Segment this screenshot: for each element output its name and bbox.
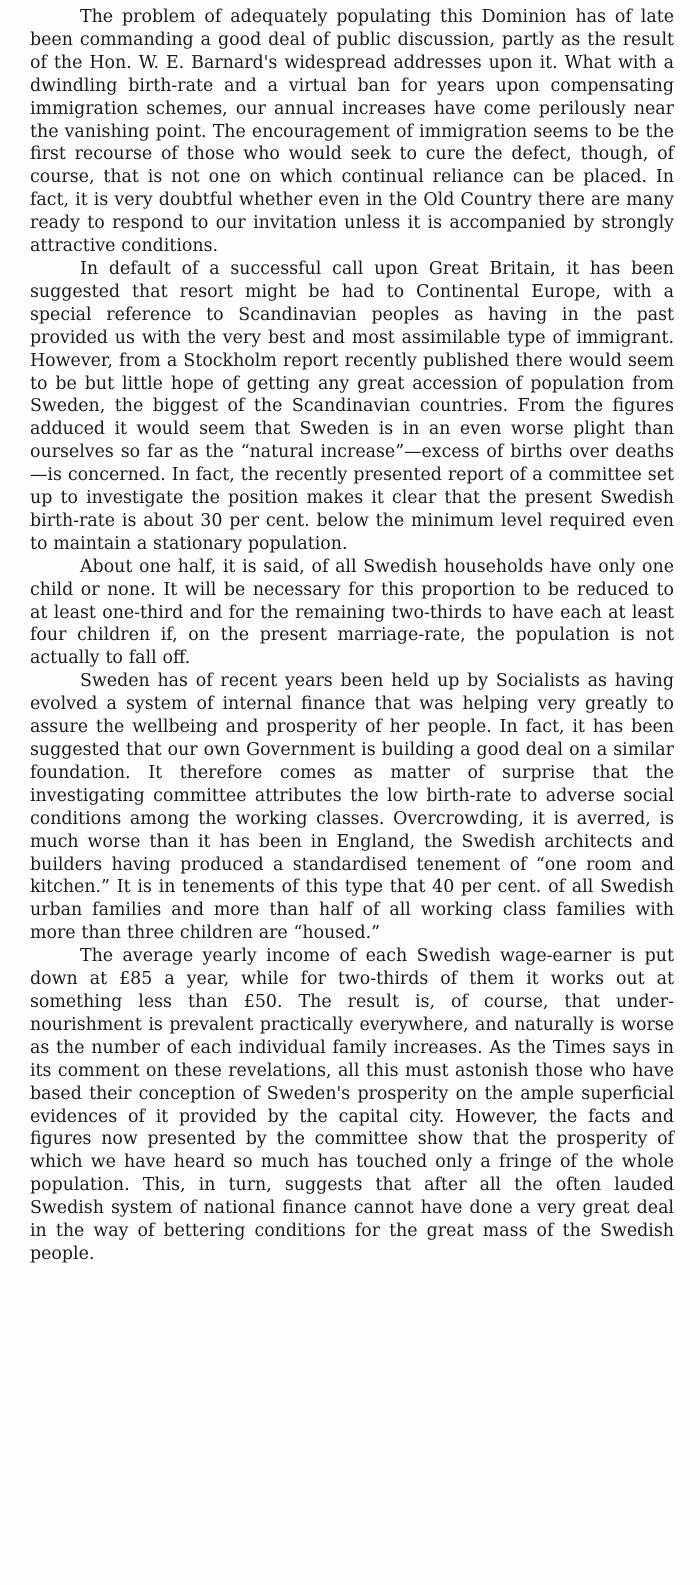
paragraph-swedish-households: About one half, it is said, of all Swedish households have only one child or none. It will be necessary for this proportion to be reduced to at least one-third and for the remaining two-thirds to have each at least four children if, on the present marriage-rate, the population is not actually to fall off. (30, 556, 674, 669)
paragraph-scandinavian-immigration: In default of a successful call upon Great Britain, it has been suggested that resort might be had to Continental Europe, with a special reference to Scandinavian peoples as having in the past provided us with the very best and most assimilable type of immigrant. However, from a Stockholm report recently published there would seem to be but little hope of getting any great accession of population from Sweden, the biggest of the Scandinavian countries. From the figures adduced it would seem that Sweden is in an even worse plight than ourselves so far as the “natural increase”—excess of births over deaths—is concerned. In fact, the recently presented report of a committee set up to investigate the position makes it clear that the present Swedish birth-rate is about 30 per cent. below the minimum level required even to maintain a stationary population. (30, 258, 674, 554)
paragraph-swedish-income: The average yearly income of each Swedish wage-earner is put down at £85 a year, while for two-thirds of them it works out at something less than £50. The result is, of course, that under-nourishment is prevalent practically everywhere, and naturally is worse as the number of each individual family increases. As the Times says in its comment on these revelations, all this must astonish those who have based their conception of Sweden's prosperity on the ample superficial evidences of it provided by the capital city. However, the facts and figures now presented by the committee show that the prosperity of which we have heard so much has touched only a fringe of the whole population. This, in turn, suggests that after all the often lauded Swedish system of national finance cannot have done a very great deal in the way of bettering conditions for the great mass of the Swedish people. (30, 946, 674, 1264)
paragraph-dominion-population: The problem of adequately populating this Dominion has of late been commanding a good deal of public discussion, partly as the result of the Hon. W. E. Barnard's widespread addresses upon it. What with a dwindling birth-rate and a virtual ban for years upon compensating immigration schemes, our annual increases have come perilously near the vanishing point. The encouragement of immigration seems to be the first recourse of those who would seek to cure the defect, though, of course, that is not one on which continual reliance can be placed. In fact, it is very doubtful whether even in the Old Country there are many ready to respond to our invitation unless it is accompanied by strongly attractive conditions. (30, 7, 674, 257)
paragraph-swedish-finance: Sweden has of recent years been held up by Socialists as having evolved a system of internal finance that was helping very greatly to assure the wellbeing and prosperity of her people. In fact, it has been suggested that our own Government is building a good deal on a similar foundation. It therefore comes as matter of surprise that the investigating committee attributes the low birth-rate to adverse social conditions among the working classes. Overcrowding, it is averred, is much worse than it has been in England, the Swedish architects and builders having produced a standardised tenement of “one room and kitchen.” It is in tenements of this type that 40 per cent. of all Swedish urban families and more than half of all working class families with more than three children are “housed.” (30, 671, 674, 944)
